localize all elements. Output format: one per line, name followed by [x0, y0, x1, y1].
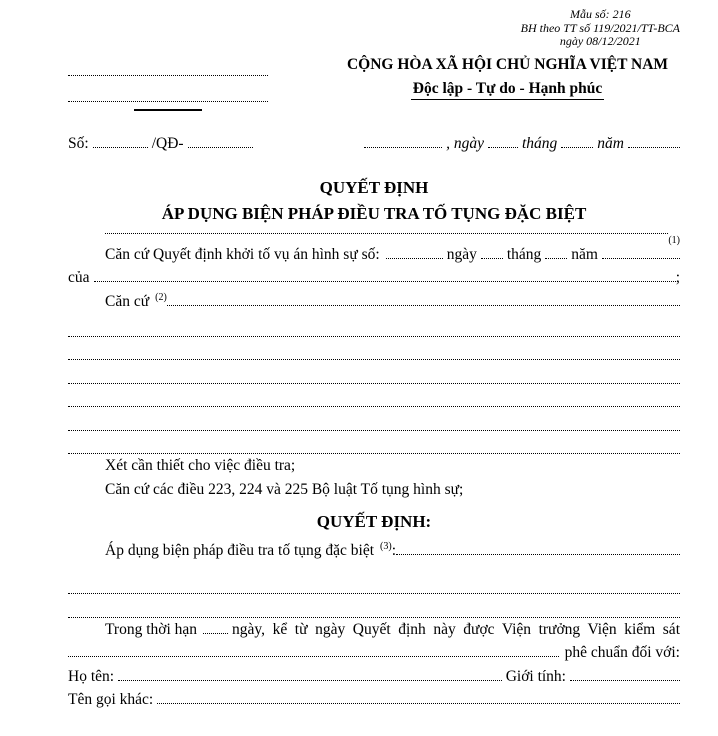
ap-dung-line	[68, 539, 680, 563]
semicolon: ;	[675, 269, 680, 286]
measure-blank	[396, 554, 680, 555]
form-number: Mẫu số: 216	[569, 7, 631, 21]
footnote-ref-2: (2)	[155, 291, 167, 303]
case-month-blank	[545, 258, 567, 259]
can-cu-khoi-to-label: Căn cứ Quyết định khởi tố vụ án hình sự số:	[105, 245, 380, 263]
month-blank	[561, 147, 593, 148]
document-title	[68, 175, 680, 227]
colon: :	[391, 542, 397, 559]
blank-line	[68, 407, 680, 431]
gender-blank	[570, 680, 680, 681]
title-line-1: QUYẾT ĐỊNH	[319, 177, 429, 197]
alias-blank	[157, 703, 680, 704]
national-motto: Độc lập - Tự do - Hạnh phúc	[411, 80, 604, 100]
thoi-han-text: ngày, kể từ ngày Quyết định này được Viện trưởng Viện kiểm sát	[232, 620, 680, 638]
agency-name-blank-line	[68, 55, 268, 76]
case-decision-line	[68, 243, 680, 267]
agency-name-blank-line	[68, 81, 268, 102]
issuing-agency-block	[68, 55, 268, 111]
place-blank	[364, 147, 442, 148]
blank-line	[68, 360, 680, 384]
ho-ten-line	[68, 665, 680, 689]
footnote-ref-1: (1)	[668, 234, 680, 246]
blank-line	[68, 594, 680, 618]
body-ngay-label: ngày	[446, 245, 477, 263]
so-label: Số:	[68, 134, 89, 152]
document-header	[68, 55, 680, 111]
title-line-2: ÁP DỤNG BIỆN PHÁP ĐIỀU TRA TỐ TỤNG ĐẶC BIỆT	[161, 203, 587, 223]
national-header	[335, 55, 680, 111]
blank-line	[68, 337, 680, 361]
nam-label: năm	[597, 134, 624, 152]
ngay-label: , ngày	[446, 134, 484, 152]
document-body	[68, 233, 680, 712]
case-year-blank	[602, 258, 680, 259]
decision-number-blank	[93, 147, 148, 148]
case-day-blank	[481, 258, 503, 259]
blank-line	[68, 571, 680, 595]
decision-number-group	[68, 133, 253, 155]
ten-goi-khac-line	[68, 688, 680, 712]
issuer-blank	[94, 281, 676, 282]
blank-line	[68, 313, 680, 337]
body-thang-label: tháng	[506, 245, 542, 263]
day-blank	[488, 147, 518, 148]
number-date-row	[68, 133, 680, 155]
cua-label: của	[68, 269, 90, 286]
case-number-blank	[386, 258, 443, 259]
ap-dung-label: Áp dụng biện pháp điều tra tố tụng đặc biệt	[105, 542, 375, 559]
xet-can-thiet-text: Xét cần thiết cho việc điều tra;	[105, 457, 296, 474]
can-cu-dieu-text: Căn cứ các điều 223, 224 và 225 Bộ luật Tố tụng hình sự;	[105, 480, 464, 498]
agency-underline	[134, 109, 202, 111]
national-title: CỘNG HÒA XÃ HỘI CHỦ NGHĨA VIỆT NAM	[346, 55, 669, 73]
form-issued-per: BH theo TT số 119/2021/TT-BCA	[520, 20, 680, 35]
approver-blank	[68, 656, 559, 657]
issuing-authority-line	[68, 233, 680, 246]
full-name-blank	[118, 680, 502, 681]
can-cu-2-blank	[167, 305, 680, 306]
ten-goi-khac-label: Tên gọi khác:	[68, 691, 154, 708]
footnote-ref-3: (3)	[380, 541, 392, 552]
decision-heading: QUYẾT ĐỊNH:	[316, 512, 432, 531]
gioi-tinh-label: Giới tính:	[505, 667, 566, 685]
can-cu-2-line	[68, 290, 680, 314]
can-cu-dieu-line	[68, 478, 680, 502]
issuing-authority-blank	[105, 233, 668, 234]
place-date-group	[364, 133, 680, 155]
thoi-han-label: Trong thời hạn	[105, 620, 198, 638]
phe-chuan-label: phê chuẩn đối với:	[564, 644, 680, 661]
ho-ten-label: Họ tên:	[68, 667, 115, 685]
duration-blank	[203, 633, 228, 634]
blank-line	[68, 431, 680, 455]
thoi-han-line	[68, 618, 680, 642]
thang-label: tháng	[521, 134, 558, 152]
can-cu-label: Căn cứ	[105, 292, 150, 310]
xet-can-thiet-line	[68, 454, 680, 478]
year-blank	[628, 147, 680, 148]
blank-line	[68, 384, 680, 408]
issuer-line	[68, 266, 680, 290]
form-issued-date: ngày 08/12/2021	[559, 34, 641, 48]
decision-suffix-blank	[188, 147, 253, 148]
form-number-note	[521, 8, 680, 49]
qd-label: /QĐ-	[151, 134, 184, 152]
phe-chuan-line	[68, 641, 680, 665]
body-nam-label: năm	[571, 245, 598, 263]
